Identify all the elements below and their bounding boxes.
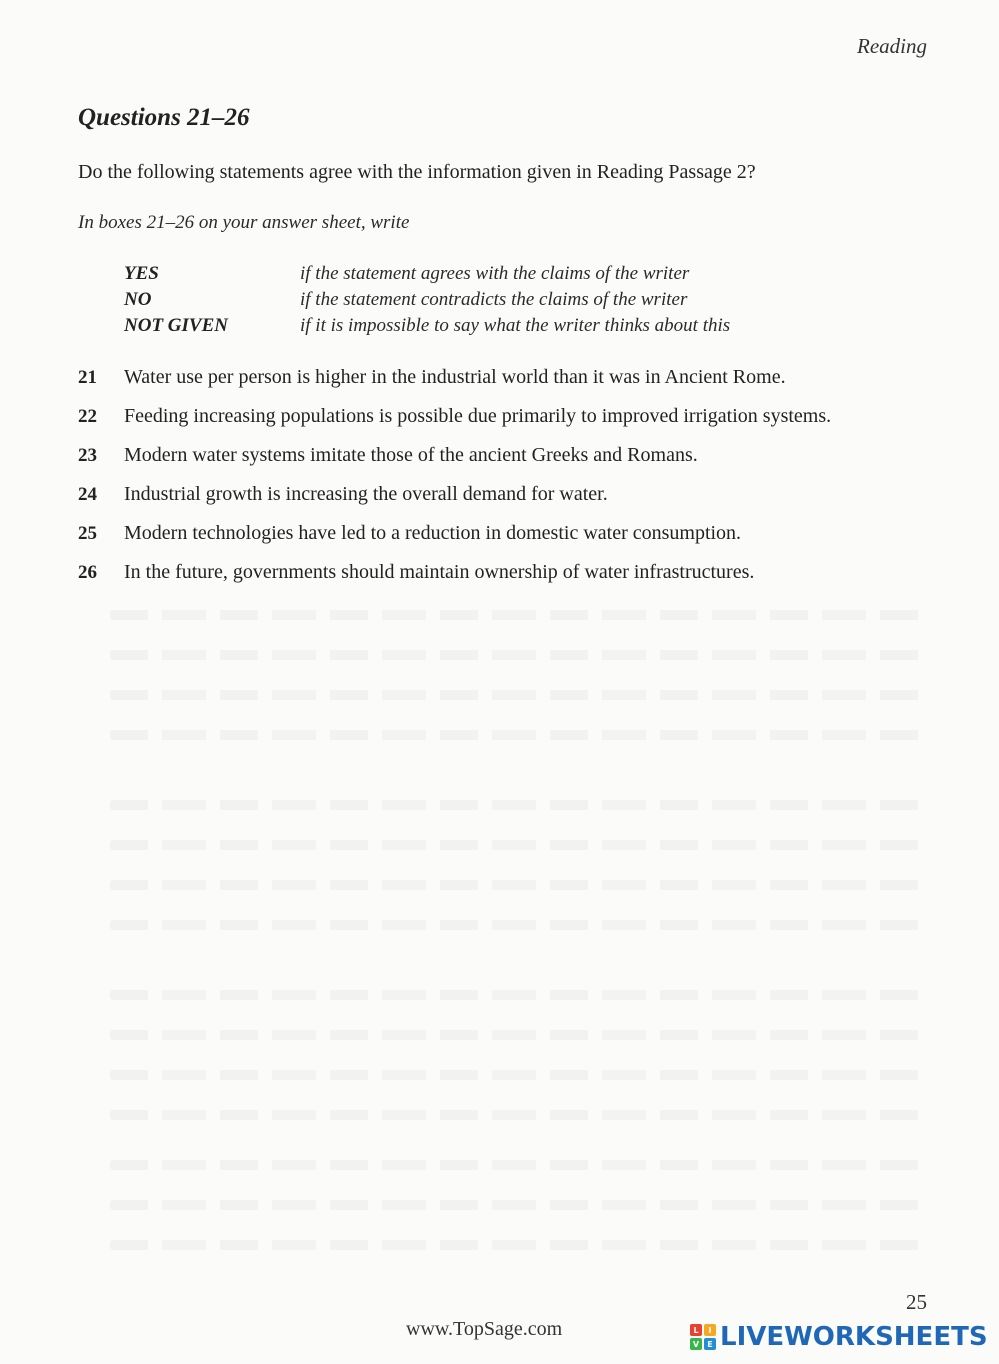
- answer-key-legend: [124, 263, 844, 341]
- legend-row-yes: [124, 263, 844, 289]
- running-head: Reading: [857, 34, 927, 58]
- logo-tile: L: [690, 1324, 702, 1336]
- logo-tile: E: [704, 1338, 716, 1350]
- liveworksheets-logo-icon: [690, 1324, 716, 1350]
- question-number: 24: [78, 484, 97, 505]
- legend-key: YES: [124, 263, 159, 284]
- legend-row-not-given: [124, 315, 844, 341]
- question-item: [78, 366, 958, 405]
- question-number: 26: [78, 562, 97, 583]
- question-item: [78, 405, 958, 444]
- legend-description: if the statement contradicts the claims of the writer: [300, 289, 688, 310]
- question-text: Water use per person is higher in the industrial world than it was in Ancient Rome.: [124, 366, 786, 388]
- question-number: 25: [78, 523, 97, 544]
- question-number: 22: [78, 406, 97, 427]
- question-text: Modern water systems imitate those of the ancient Greeks and Romans.: [124, 444, 698, 466]
- legend-key: NO: [124, 289, 152, 310]
- question-item: [78, 561, 958, 600]
- legend-description: if it is impossible to say what the writer thinks about this: [300, 315, 731, 336]
- footer-url: www.TopSage.com: [406, 1318, 563, 1340]
- brand-name: LIVEWORKSHEETS: [720, 1322, 988, 1352]
- page-number: 25: [906, 1290, 927, 1314]
- section-intro: Do the following statements agree with the information given in Reading Passage 2?: [78, 161, 756, 183]
- liveworksheets-brand[interactable]: [690, 1322, 988, 1352]
- legend-description: if the statement agrees with the claims of the writer: [300, 263, 690, 284]
- logo-tile: I: [704, 1324, 716, 1336]
- question-number: 21: [78, 367, 97, 388]
- question-text: In the future, governments should maintain ownership of water infrastructures.: [124, 561, 755, 583]
- legend-row-no: [124, 289, 844, 315]
- section-title: Questions 21–26: [78, 104, 250, 131]
- logo-tile: V: [690, 1338, 702, 1350]
- question-item: [78, 522, 958, 561]
- question-item: [78, 483, 958, 522]
- legend-key: NOT GIVEN: [124, 315, 228, 336]
- question-number: 23: [78, 445, 97, 466]
- question-item: [78, 444, 958, 483]
- question-text: Modern technologies have led to a reduction in domestic water consumption.: [124, 522, 742, 544]
- question-text: Feeding increasing populations is possible due primarily to improved irrigation systems.: [124, 405, 832, 427]
- question-list: [78, 366, 958, 600]
- question-text: Industrial growth is increasing the overall demand for water.: [124, 483, 608, 505]
- section-instruction: In boxes 21–26 on your answer sheet, write: [78, 212, 410, 233]
